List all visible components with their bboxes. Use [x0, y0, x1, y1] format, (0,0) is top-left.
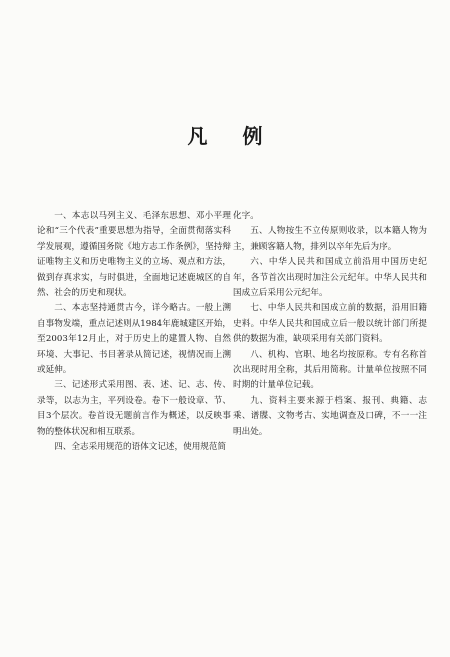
rule-paragraph-2: 二、本志坚持通贯古今，详今略古。一般上溯自事物发端，重点记述则从1984年鹿城建区开始，至2003年12月止，对于历史上的建置人物、自然环境、大事记、书目著录从简记述，视情况而上溯或延伸。 [37, 303, 231, 376]
rule-paragraph-6: 六、中华人民共和国成立前沿用中国历史纪年，各节首次出现时加注公元纪年。中华人民共和国成立后采用公元纪年。 [233, 257, 427, 299]
rule-paragraph-8: 八、机构、官职、地名均按原称。专有名称首次出现时用全称，其后用简称。计量单位按照不同时期的计量单位记载。 [233, 349, 427, 391]
rule-paragraph-1: 一、本志以马列主义、毛泽东思想、邓小平理论和“三个代表”重要思想为指导，全面贯彻落实科学发展观，遵循国务院《地方志工作条例》，坚持辩证唯物主义和历史唯物主义的立场、观点和方法，做到存真求实，与时俱进，全面地记述鹿城区的自然、社会的历史和现状。 [37, 211, 231, 299]
rule-paragraph-3: 三、记述形式采用图、表、述、记、志、传、录等，以志为主，平列设卷。卷下一般设章、节、目3个层次。卷首设无题前言作为概述，以反映事物的整体状况和相互联系。 [37, 380, 231, 437]
rule-paragraph-9: 九、资料主要来源于档案、报刊、典籍、志乘、谱牒、文物考古、实地调查及口碑，不一一注明出处。 [233, 395, 427, 437]
rule-paragraph-5: 五、人物按生不立传原则收录，以本籍人物为主，兼顾客籍人物，排列以卒年先后为序。 [233, 226, 427, 252]
rule-paragraph-4: 四、全志采用规范的语体文记述，使用规范简 [54, 442, 227, 453]
left-column [37, 209, 231, 456]
rule-paragraph-7: 七、中华人民共和国成立前的数据，沿用旧籍史料。中华人民共和国成立后一般以统计部门所提供的数据为准，缺项采用有关部门资料。 [233, 303, 427, 345]
page-title: 凡 例 [187, 124, 277, 148]
rule-paragraph-4-continued: 化字。 [233, 211, 259, 221]
right-column [233, 209, 427, 440]
